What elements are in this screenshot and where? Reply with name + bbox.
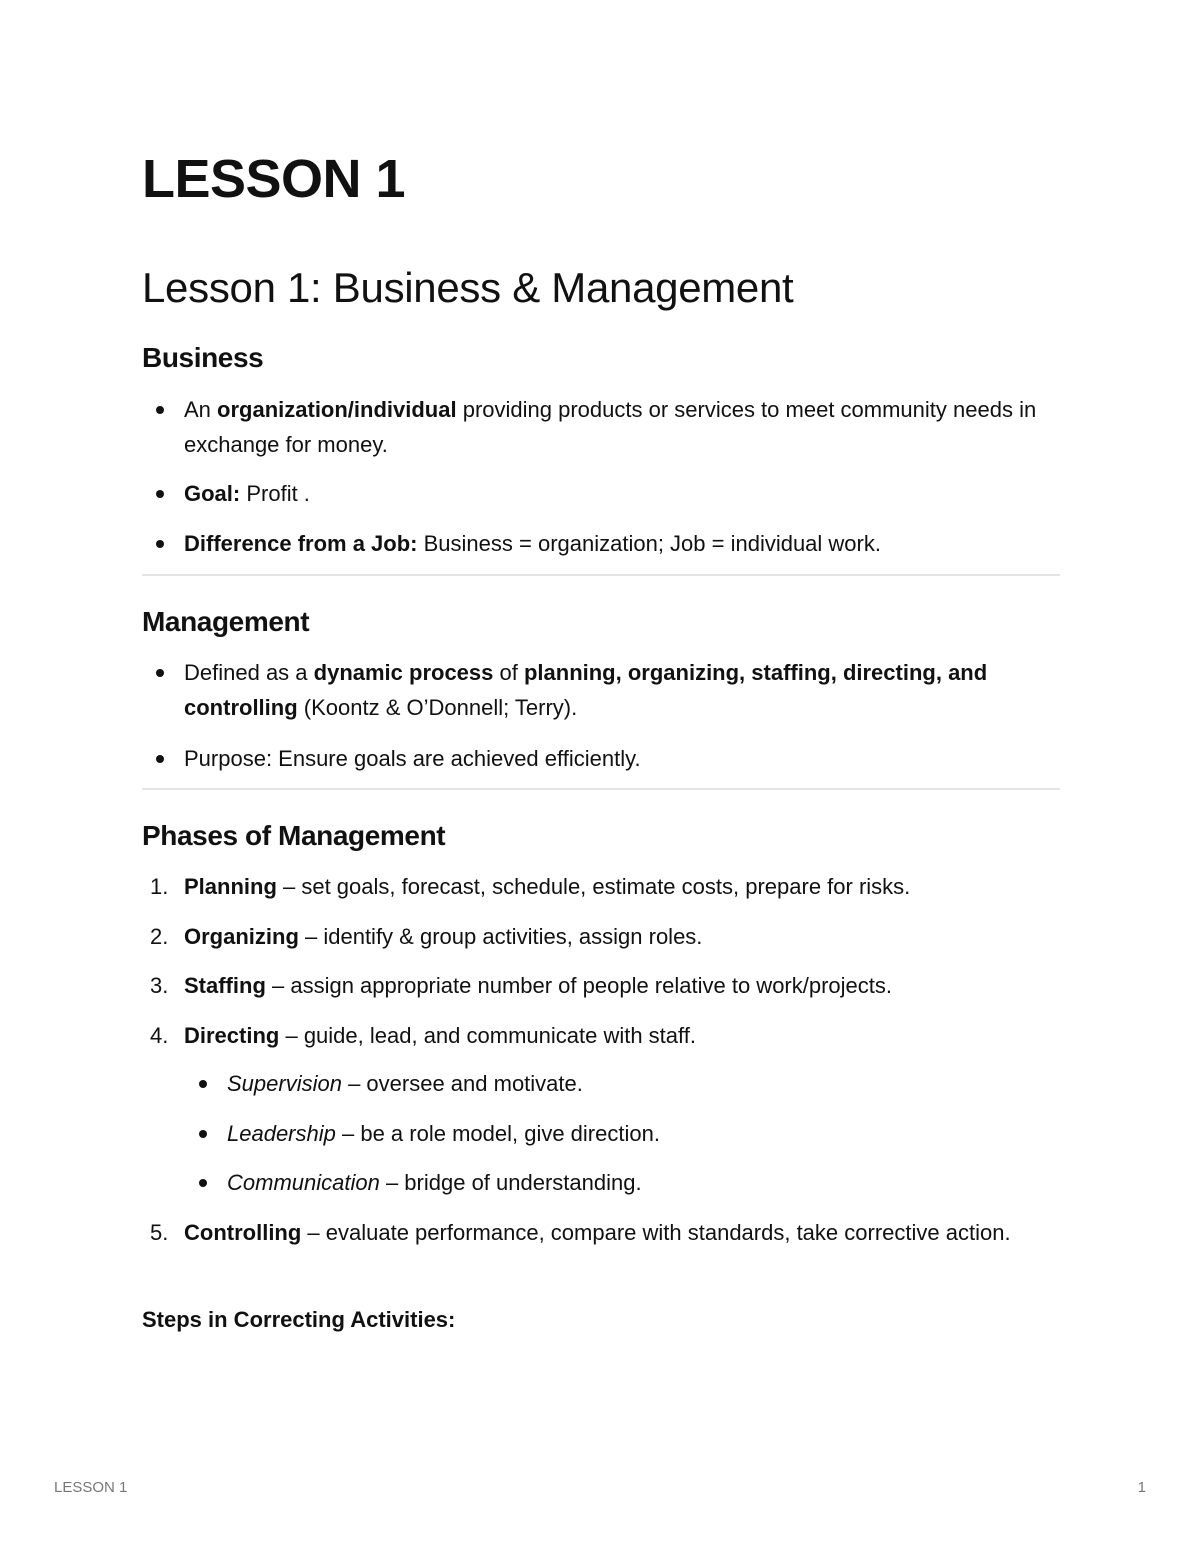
list-item: Defined as a dynamic process of planning, organizing, staffing, directing, and controlling (Koontz & O’Donnell; Terry). [184,655,1060,725]
sub-list-item: Supervision – oversee and motivate. [227,1066,1060,1101]
bullet-icon [199,1179,207,1187]
bullet-icon [156,669,164,677]
numbered-item-directing: 4. Directing – guide, lead, and communicate with staff. [150,1023,696,1048]
bullet-icon [199,1080,207,1088]
lesson-subtitle: Lesson 1: Business & Management [142,264,794,311]
page-number: 1 [1137,1479,1146,1496]
sub-list-item: Communication – bridge of understanding. [227,1165,1060,1200]
numbered-item-controlling: 5. Controlling – evaluate performance, compare with standards, take corrective action. [150,1220,1011,1245]
steps-heading: Steps in Correcting Activities: [142,1307,456,1332]
bullet-icon [156,490,164,498]
divider [142,574,1060,576]
management-heading: Management [142,606,310,637]
list-item: Goal: Profit . [184,476,1060,511]
bullet-icon [156,755,164,763]
numbered-item-staffing: 3. Staffing – assign appropriate number of people relative to work/projects. [150,973,893,998]
document-title: LESSON 1 [142,149,406,209]
list-item: Purpose: Ensure goals are achieved efficiently. [184,741,1060,776]
footer-title: LESSON 1 [54,1479,128,1496]
bullet-icon [199,1130,207,1138]
list-item: An organization/individual providing products or services to meet community needs in exchange for money. [184,392,1060,462]
business-heading: Business [142,342,264,373]
list-item: Difference from a Job: Business = organization; Job = individual work. [184,526,1060,561]
bullet-icon [156,406,164,414]
numbered-item-planning: 1. Planning – set goals, forecast, schedule, estimate costs, prepare for risks. [150,874,911,899]
sub-list-item: Leadership – be a role model, give direction. [227,1116,1060,1151]
bullet-icon [156,540,164,548]
phases-heading: Phases of Management [142,820,446,851]
divider [142,788,1060,790]
numbered-item-organizing: 2. Organizing – identify & group activities, assign roles. [150,924,703,949]
